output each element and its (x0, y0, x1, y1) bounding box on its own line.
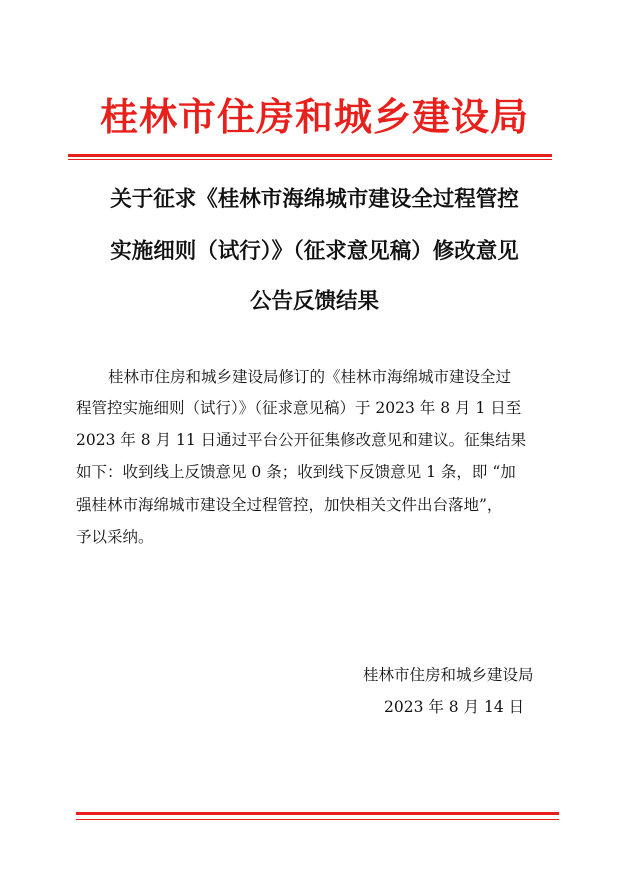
body-line: 予以采纳。 (76, 528, 154, 546)
signature-date: 2023 年 8 月 14 日 (384, 698, 525, 716)
signature-agency: 桂林市住房和城乡建设局 (363, 666, 534, 684)
agency-header: 桂林市住房和城乡建设局 (99, 95, 529, 139)
body-line: 程管控实施细则（试行）》（征求意见稿）于 2023 年 8 月 1 日至 (76, 399, 522, 417)
notice-title-line-3: 公告反馈结果 (249, 289, 379, 314)
body-line: 强桂林市海绵城市建设全过程管控，加快相关文件出台落地”， (76, 496, 503, 514)
notice-title-line-2: 实施细则（试行）》（征求意见稿）修改意见 (110, 239, 519, 264)
body-line: 2023 年 8 月 11 日通过平台公开征集修改意见和建议。征集结果 (76, 431, 527, 449)
header-rule-thick (68, 154, 552, 157)
footer-rule-thick (76, 812, 559, 815)
notice-title-line-1: 关于征求《桂林市海绵城市建设全过程管控 (110, 187, 519, 212)
body-line: 桂林市住房和城乡建设局修订的《桂林市海绵城市建设全过 (108, 368, 512, 386)
body-line: 如下：收到线上反馈意见 0 条；收到线下反馈意见 1 条，即 “加 (76, 463, 516, 481)
header-rule-thin (68, 159, 552, 160)
footer-rule-thin (76, 819, 559, 820)
